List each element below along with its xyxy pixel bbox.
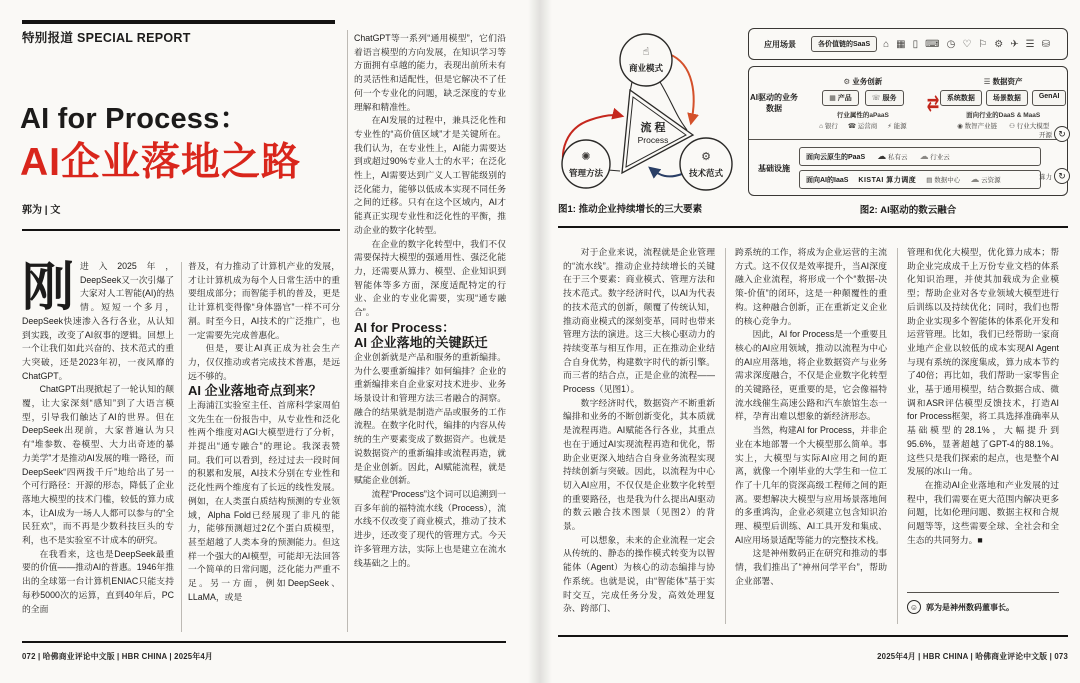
industry-chain-item: ◉ 数智产业链 — [957, 123, 998, 130]
industry-cloud-item: ☁ 行业云 — [919, 151, 950, 161]
plane-icon: ✈ — [1010, 38, 1019, 50]
cloud-dark-icon: ☁ — [877, 151, 887, 161]
flag-icon: ⚐ — [978, 38, 988, 50]
cloud-light-icon: ☁ — [919, 151, 929, 161]
section-heading-line2: AI 企业落地的关键跃迁 — [354, 335, 488, 351]
paragraph: 管理和优化大模型，优化算力成本；帮助企业完成成千上万份专业文档的体系化知识治理，并使其加载成为企业模型；帮助企业对各专业领域大模型进行后训练以及持续优化；同时，我们也帮助企业实现多个智能体的体系化开发和运营管理。比如，我们已经帮助一家商业地产企业以较低的成本实现AI Agent与现有系统的深度集成，算力成本节约了40倍；再比如，我们帮助一家零售企业，基于通用模型，结合数据合成、微调和ASR评估模型反馈技术，打造AI for Process框架，将工具选择准确率从基础模型的28.1%，大幅提升到95.6%，显著超越了GPT-4的88.1%。这些只是我们探索的起点，也是整个AI发展的冰山一角。 — [907, 247, 1059, 477]
section-kicker: 特别报道 SPECIAL REPORT — [22, 31, 191, 45]
drop-cap: 刚 — [22, 260, 75, 317]
innovation-header: 业务创新 — [852, 77, 883, 86]
left-column-3 — [354, 32, 506, 632]
saas-box: 各价值链的SaaS — [811, 36, 877, 52]
compute-badge — [1039, 168, 1070, 184]
paragraph: ChatGPT出现掀起了一轮认知的颠覆，让大家深刻“感知”到了大语言模型，引导我们触达了AI的世界。但在DeepSeek出现前，大家普遍认为只有“堆参数、卷模型、大力出奇迹的暴力美学”才是推动AI发展的唯一路径，而DeepSeek“四两拨千斤”地给出了另一个可行路径：开源的形态，降低了企业落地大模型的技术门槛，较低的算力成本，让AI成为一场人人都可以参与的“全民狂欢”，而不再是少数科技巨头的专利，也不是实验室不计成本的研究。 — [22, 384, 174, 546]
innovation-gear-icon: ⚙ — [843, 77, 851, 86]
article-title-en: AI for Process： — [20, 103, 249, 135]
fig2-scene-label: 应用场景 — [764, 39, 796, 49]
energy-icon-item: ⚡ 能源 — [887, 123, 907, 130]
list-icon: ☰ — [1025, 38, 1035, 50]
iaas-box-label: 面向AI的IaaS — [806, 176, 849, 184]
page-bottom-rule — [22, 641, 506, 643]
brand-logo: KISTAI 算力调度 — [858, 176, 917, 184]
column-divider — [181, 262, 182, 632]
kicker-top-bar — [22, 20, 335, 24]
telecom-icon-item: ☎ 运营商 — [847, 123, 878, 130]
author-note-rule — [907, 592, 1059, 593]
figure2-diagram — [748, 28, 1068, 198]
left-column-2 — [188, 260, 340, 642]
paragraph: 在我看来，这也是DeepSeek最重要的价值——推动AI的普惠。1946年推出的全球第一台计算机ENIAC只能支持每秒5000次的运算，直到40年后，PC的全面 — [22, 548, 174, 614]
orange-arrow — [669, 54, 694, 123]
infra-label: 基础设施 — [758, 163, 790, 173]
compute-label: 算力 — [1039, 173, 1052, 181]
node-label-technology: 技术范式 — [688, 168, 724, 178]
left-page-footer: 072 | 哈佛商业评论中文版 | HBR CHINA | 2025年4月 — [22, 652, 213, 661]
data-asset-header: 数据资产 — [992, 77, 1023, 86]
management-node — [562, 140, 610, 188]
figure1-diagram — [556, 24, 744, 198]
triangle-label-en: Process — [637, 135, 669, 145]
section-heading-line1: AI for Process： — [354, 319, 456, 335]
lightbulb-icon: ✺ — [581, 151, 591, 163]
column-divider — [347, 30, 348, 632]
paragraph: 流程“Process”这个词可以追溯到一百多年前的福特流水线（Process），流水线不仅改变了商业模式，推动了技术进步，还改变了现代的管理方式。今天许多管理方法，实际上也是建立在流水线基础之上的。 — [354, 488, 506, 568]
apaas-label: 行业属性的aPaaS — [836, 112, 889, 119]
scene-data-chip: 场景数据 — [986, 90, 1028, 106]
title-rule — [22, 229, 340, 231]
daas-label: 面向行业的DaaS & MaaS — [966, 112, 1041, 119]
phone-icon: ▯ — [912, 38, 919, 50]
bank-icon-item: ⌂ 银行 — [819, 123, 838, 130]
byline: 郭为 | 文 — [22, 205, 61, 216]
right-column-3 — [907, 246, 1059, 582]
paragraph: 数字经济时代，数据资产不断重新编排和业务的不断创新变化，其本质就是流程再造。AI赋能各行各业，其重点也在于通过AI实现流程再造和优化，帮助企业更深入地结合自身业务流程实现持续创新与突破。因此，以流程为中心切入AI应用，不仅仅是企业数字化转型的重要路径，也是我为什么提出AI驱动的数云融合技术图景（见图2）的背景。 — [563, 397, 715, 532]
product-chip: ▦ 产品 — [822, 90, 859, 106]
right-page-footer: 2025年4月 | HBR CHINA | 哈佛商业评论中文版 | 073 — [877, 652, 1068, 661]
author-note — [907, 600, 1067, 614]
paragraph: 企业创新就是产品和服务的重新编排。为什么要重新编排？如何编排？企业的重新编排来自企业家对技术进步、业务场景设计和管理方法三者融合的洞察。融合的结果就是制造产品或服务的工作流程。在数字化时代，编排的内容从传统的生产要素变成了数据资产。也就是说数据资产的重新编排或流程再造，就是企业创新。因此，AI赋能流程，就是赋能企业创新。 — [354, 351, 506, 486]
figure-section-rule — [558, 226, 1068, 228]
server-icon: ▤ — [926, 177, 933, 184]
triangle-label-cn: 流 程 — [640, 122, 666, 134]
business-innovation-half — [799, 76, 927, 130]
database-icon: ☰ — [983, 77, 991, 86]
hand-coin-icon: ☝ — [642, 46, 650, 58]
product-icon: ▦ — [829, 95, 836, 102]
building-icon: ▦ — [896, 38, 906, 50]
author-icon: ☺ — [907, 600, 921, 614]
private-cloud-item: ☁ 私有云 — [877, 151, 908, 161]
technology-node — [680, 138, 732, 190]
paragraph: 刚进入2025年，DeepSeek又一次引爆了大家对人工智能(AI)的热情。短短一个多月，DeepSeek快速渗入各行各业，从认知到实践，改变了AI叙事的逻辑。回想上一个让我们如此兴奋的、技术范式的重大突破，还是2023年初，一夜风靡的ChatGPT。 — [22, 260, 174, 381]
paragraph: 在推动AI企业落地和产业发展的过程中，我们需要在更大范围内解决更多问题，比如伦理问题、数据主权和合规问题等等，这些需要全球、全社会和全生态的共同努力。■ — [907, 479, 1059, 545]
datacenter-item: ▤ 数据中心 — [926, 177, 961, 184]
keyboard-icon: ⌨ — [925, 38, 940, 50]
genai-chip: GenAI — [1032, 90, 1067, 106]
paragraph: 可以想象，未来的企业流程一定会从传统的、静态的操作模式转变为以智能体（Agent）为核心的动态编排与协作系统。也就是说，由“智能体”基于实时交互，完成任务分发，高效处理复杂、跨部门、 — [563, 534, 715, 614]
open-source-label: 开源 — [1039, 131, 1052, 139]
paragraph: 在AI发展的过程中，兼具泛化性和专业性的“高价值区域”才是关键所在。我们认为，在专业性上，AI能力需要达到或超过90%专业人士的水平；在泛化性上，AI需要达到广义人工智能级别的泛化能力，能够以低成本实现不同任务之间的迁移。只有在这个区域内，AI才能真正实现专业性和泛化性的平衡，推动企业的数字化转型。 — [354, 115, 506, 235]
data-asset-half — [939, 76, 1067, 130]
system-data-chip: 系统数据 — [940, 90, 982, 106]
service-chip: ☏ 服务 — [865, 90, 904, 106]
figure2-caption: 图2: AI驱动的数云融合 — [859, 205, 957, 216]
figure1-caption: 图1: 推动企业持续增长的三大要素 — [558, 204, 703, 215]
scene-icon-row — [883, 39, 1050, 50]
column-divider — [897, 248, 898, 624]
swap-arrow-icon: ⇄ — [926, 91, 940, 117]
paragraph: 上海浦江实验室主任、首席科学家周伯文先生在一份报告中，从专业性和泛化性两个维度对AGI大模型进行了分析，并提出“通专融合”的理论。我深表赞同。我们可以看到，经过过去一段时间的积累和发展，AI技术分别在专业性和泛化性两个维度有了长远的线性发展。例如，在人类蛋白质结构预测的专业领域，Alpha Fold已经展现了非凡的能力，能够预测超过2亿个蛋白质模型，甚至超越了人类本身的预测能力。但这样一个强大的AI模型，可能却无法回答一个简单的日常问题，泛化能力严重不足。另一方面，例如DeepSeek、LLaMA，或是 — [188, 399, 340, 602]
fig2-data-label: AI驱动的业务数据 — [750, 93, 798, 113]
paragraph: 跨系统的工作，将成为企业运营的主流方式。这不仅仅是效率提升，当AI深度融入企业流程，将形成一个个“数据-决策-价值”的闭环，这是一种颠覆性的重构。这种融合创新，正在重新定义企业的核心竞争力。 — [735, 247, 887, 326]
right-column-1 — [563, 246, 715, 624]
blue-arrow — [650, 168, 682, 176]
paragraph: ChatGPT等一系列“通用模型”，它们沿着语言模型的方向发展，在知识学习等方面拥有卓越的能力，表现出前所未有的灵活性和适配性，但是它解决不了任何一个专业化的问题，缺乏深度的专业理解和精准性。 — [354, 33, 506, 112]
gear-hand-icon: ⚙ — [701, 151, 711, 163]
cloud-resource-item: ☁ 云资源 — [970, 174, 1001, 184]
industry-model-item: ⚇ 行业大模型 — [1009, 123, 1050, 130]
author-note-text: 郭为是神州数码董事长。 — [926, 602, 1014, 612]
node-label-business: 商业模式 — [628, 63, 664, 73]
business-model-node — [620, 34, 672, 86]
page-gutter — [528, 0, 552, 683]
section-heading: AI 企业落地奇点到来？ — [188, 383, 322, 399]
right-column-2 — [735, 246, 887, 624]
iaas-box — [799, 170, 1041, 189]
service-icon: ☏ — [871, 95, 881, 102]
health-icon: ♡ — [962, 38, 972, 50]
factory-icon: ⌂ — [883, 38, 890, 50]
page-bottom-rule — [558, 635, 1068, 637]
paragraph: 在企业的数字化转型中，我们不仅需要保持大模型的强通用性、强泛化能力，还需要从算力、模型、企业知识到智能体等多方面，深度适配特定的行业、企业的专业化需要，实现“通专融合”。 — [354, 238, 506, 318]
cycle-arrow-icon: ↻ — [1054, 168, 1070, 184]
paas-box — [799, 147, 1041, 166]
paragraph: 因此，AI for Process是一个重要且核心的AI应用领域，推动以流程为中心的AI应用落地，将企业数据资产与业务需求深度融合，不仅是企业数字化转型的关键路径，更重要的是，它会像福特流水线催生高速公路和汽车旅馆生态一样，孕育出难以想象的新经济形态。 — [735, 329, 887, 422]
open-source-badge — [1039, 126, 1070, 142]
left-column-1 — [22, 260, 174, 642]
cycle-arrow-icon: ↻ — [1054, 126, 1070, 142]
apaas-icon-row — [799, 121, 927, 130]
paragraph: 但是，要让AI真正成为社会生产力，仅仅推动或者完成技术普惠，是远远不够的。 — [188, 343, 340, 381]
watch-icon: ◷ — [946, 38, 956, 50]
fig2-scene-row — [748, 28, 1068, 60]
paragraph: 这是神州数码正在研究和推动的事情，我们推出了“神州问学平台”，帮助企业部署、 — [735, 548, 887, 586]
paragraph: 对于企业来说，流程就是企业管理的“流水线”。推动企业持续增长的关键在于三个要素：商业模式、管理方法和技术范式。数字经济时代，以AI为代表的技术范式的创新，颠覆了传统认知，推动商业模式的深刻变革，同时也带来管理方法的演进。这三大核心驱动力的持续变革与相互作用，正在推动企业结合自身优势，构建数字时代的新引擎。而三者的结合点，正是企业的流程——Process（见图1）。 — [563, 247, 715, 395]
fig2-main-box — [748, 66, 1068, 196]
column-divider — [725, 248, 726, 624]
gear-icon: ⚙ — [994, 38, 1004, 50]
node-label-management: 管理方法 — [568, 168, 604, 178]
paas-box-label: 面向云原生的PaaS — [806, 153, 866, 161]
paragraph: 普及，有力推动了计算机产业的发展，才让计算机成为每个人日常生活中的重要组成部分；而智能手机的普及，更是让计算机变得像“身体器官”一样不可分割。时至今日，AI技术的广泛推广，也一定需要先完成普惠化。 — [188, 261, 340, 340]
article-title-cn: AI企业落地之路 — [20, 141, 302, 184]
paragraph: 当然，构建AI for Process，并非企业在本地部署一个大模型那么简单。事实上，大模型与实际AI应用之间的距离，就像一个刚毕业的大学生和一位工作了十几年的资深高级工程师之间的距离。要想解决大模型与应用场景落地间的多重鸿沟，企业必须建立包含知识治理、模型后训练、AI工具开发和集成、AI应用场景适配等能力的完整技术栈。 — [735, 425, 887, 545]
clouds-icon: ☁ — [970, 174, 980, 184]
cart-icon: ⛁ — [1041, 38, 1050, 50]
